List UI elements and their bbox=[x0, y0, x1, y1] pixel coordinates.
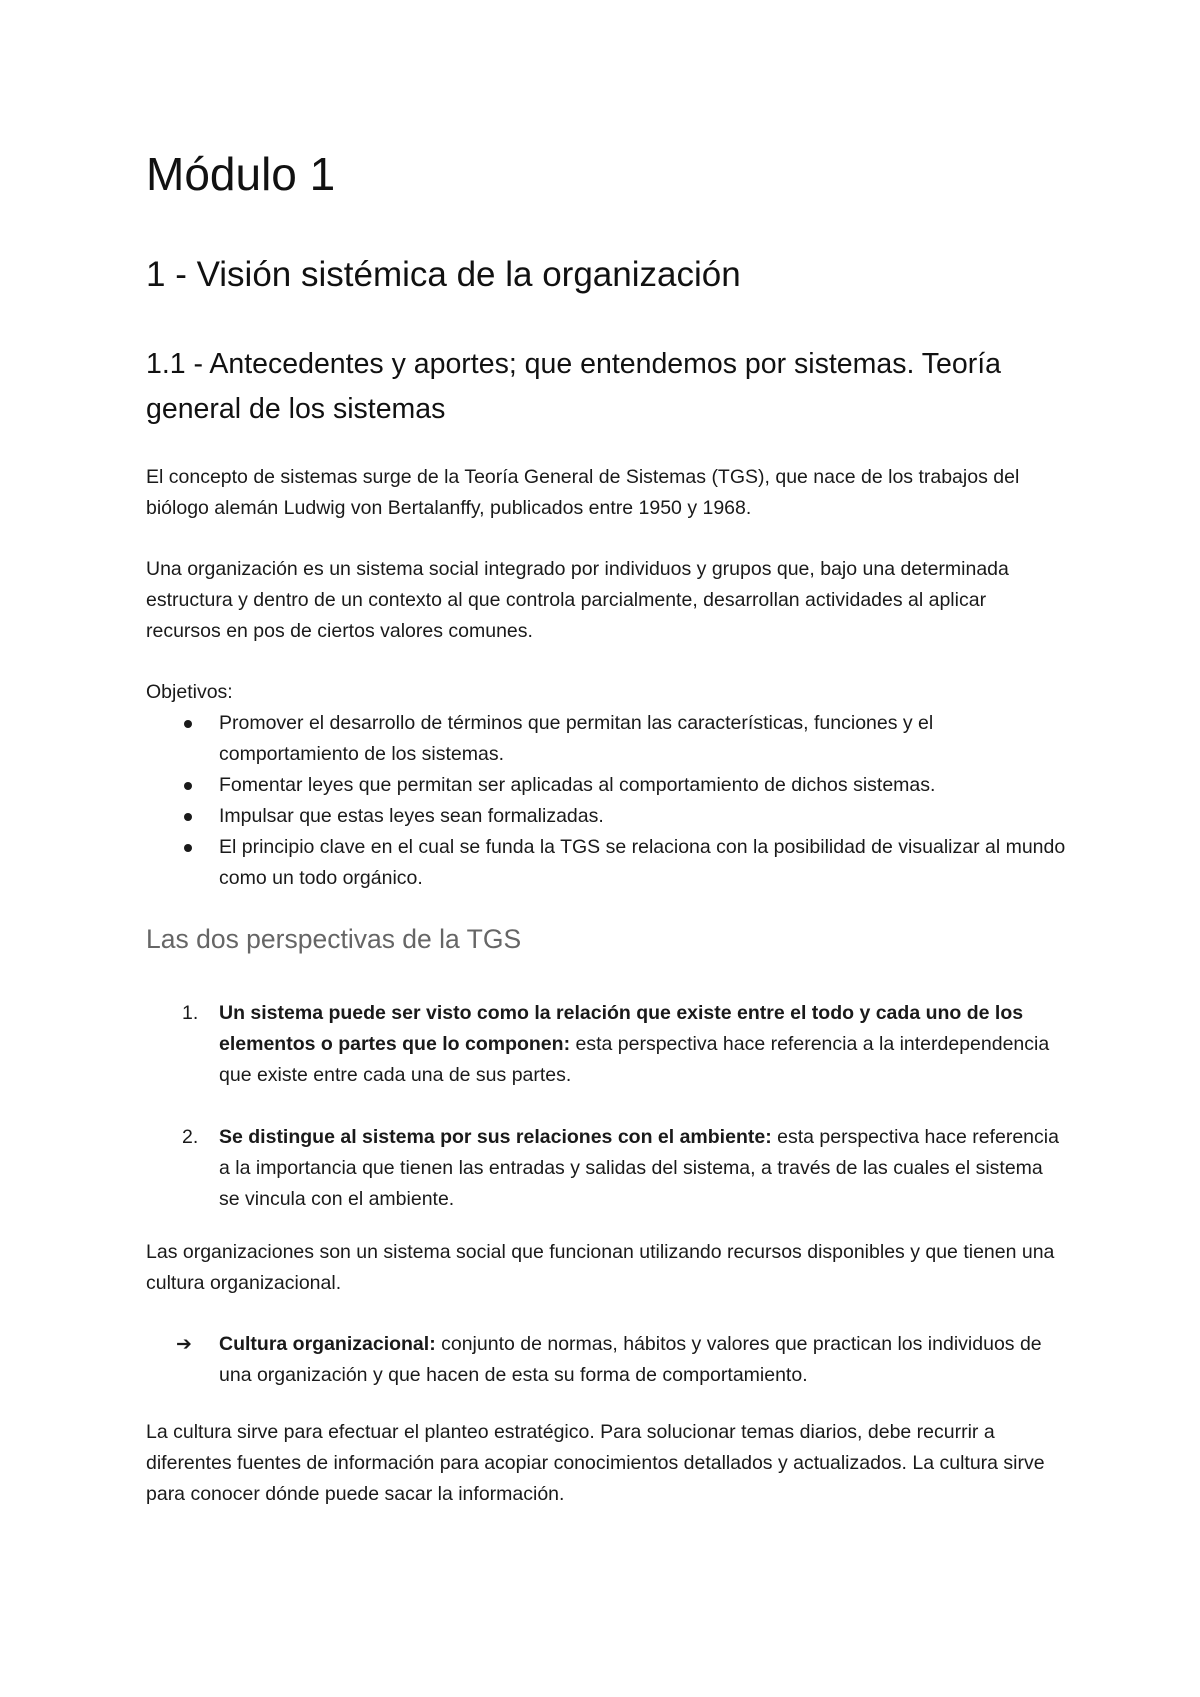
culture-list bbox=[146, 1329, 1066, 1391]
list-item bbox=[146, 770, 1066, 801]
list-item bbox=[146, 801, 1066, 832]
organization-paragraph: Una organización es un sistema social integrado por individuos y grupos que, bajo una determinada estructura y dentro de un contexto al que controla parcialmente, desarrollan actividades al aplicar recursos en pos de ciertos valores comunes. bbox=[146, 558, 1009, 642]
bullet-icon bbox=[184, 720, 192, 728]
list-item bbox=[146, 832, 1066, 894]
perspective-bold-text: Se distingue al sistema por sus relaciones con el ambiente: bbox=[219, 1126, 772, 1148]
objectives-list bbox=[146, 708, 1066, 894]
document-title: Módulo 1 bbox=[146, 148, 336, 200]
objective-text: Impulsar que estas leyes sean formalizadas. bbox=[219, 805, 604, 827]
perspective-bold-text: Un sistema puede ser visto como la relación que existe entre el todo y cada uno de los elementos o partes que lo componen: bbox=[219, 1002, 1024, 1055]
perspective-text: esta perspectiva hace referencia a la interdependencia que existe entre cada una de sus partes. bbox=[219, 1033, 1050, 1086]
subsection-heading: 1.1 - Antecedentes y aportes; que entendemos por sistemas. Teoría general de los sistemas bbox=[146, 348, 1001, 425]
section-heading: 1 - Visión sistémica de la organización bbox=[146, 255, 741, 294]
bullet-icon bbox=[184, 782, 192, 790]
objective-text: Promover el desarrollo de términos que permitan las características, funciones y el comportamiento de los sistemas. bbox=[219, 712, 934, 765]
perspectives-heading: Las dos perspectivas de la TGS bbox=[146, 924, 522, 954]
list-number: 1. bbox=[182, 1002, 199, 1024]
objective-text: El principio clave en el cual se funda la TGS se relaciona con la posibilidad de visualizar al mundo como un todo orgánico. bbox=[219, 836, 1066, 889]
intro-paragraph: El concepto de sistemas surge de la Teoría General de Sistemas (TGS), que nace de los trabajos del biólogo alemán Ludwig von Bertalanffy, publicados entre 1950 y 1968. bbox=[146, 466, 1020, 519]
objectives-label: Objetivos: bbox=[146, 681, 233, 703]
arrow-icon: ➔ bbox=[176, 1334, 192, 1355]
perspective-text: esta perspectiva hace referencia a la importancia que tienen las entradas y salidas del sistema, a través de las cuales el sistema se vincula con el ambiente. bbox=[219, 1126, 1059, 1210]
organizations-paragraph: Las organizaciones son un sistema social que funcionan utilizando recursos disponibles y que tienen una cultura organizacional. bbox=[146, 1241, 1055, 1294]
culture-paragraph: La cultura sirve para efectuar el planteo estratégico. Para solucionar temas diarios, debe recurrir a diferentes fuentes de información para acopiar conocimientos detallados y actualizados. La cultura sirve para conocer dónde puede sacar la información. bbox=[146, 1421, 1045, 1505]
bullet-icon bbox=[184, 844, 192, 852]
list-item bbox=[146, 998, 1066, 1091]
list-item bbox=[146, 1122, 1066, 1215]
culture-bold-text: Cultura organizacional: bbox=[219, 1333, 436, 1355]
bullet-icon bbox=[184, 813, 192, 821]
list-number: 2. bbox=[182, 1126, 199, 1148]
list-item bbox=[146, 1329, 1066, 1391]
list-item bbox=[146, 708, 1066, 770]
objective-text: Fomentar leyes que permitan ser aplicadas al comportamiento de dichos sistemas. bbox=[219, 774, 936, 796]
culture-text: conjunto de normas, hábitos y valores que practican los individuos de una organización y que hacen de esta su forma de comportamiento. bbox=[219, 1333, 1042, 1386]
perspectives-list bbox=[146, 998, 1066, 1246]
